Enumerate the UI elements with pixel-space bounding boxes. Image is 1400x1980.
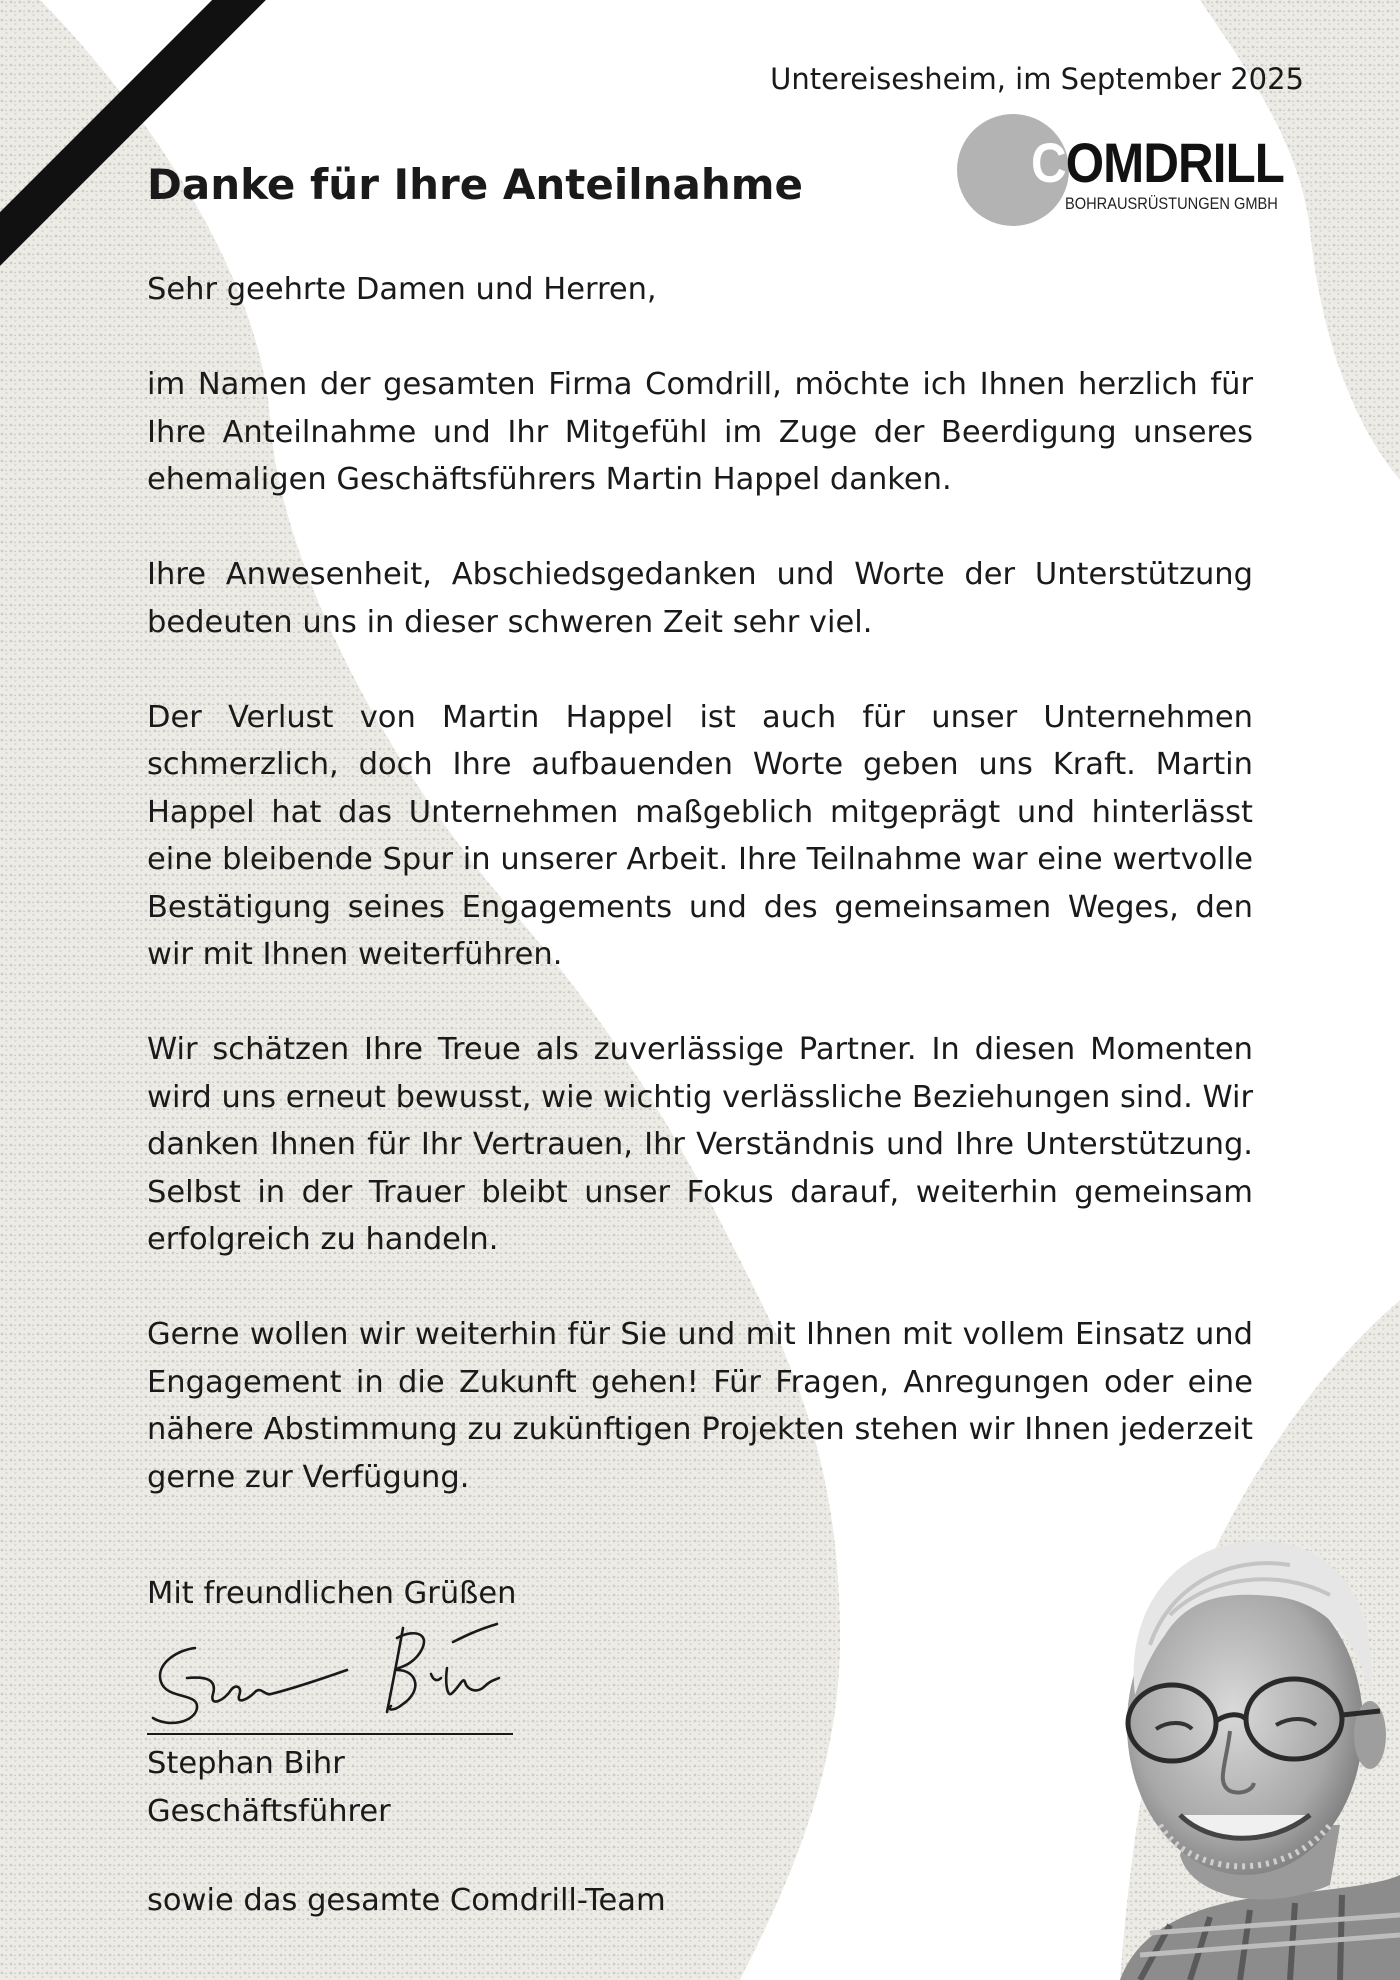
signer-block [147, 1740, 391, 1835]
paragraph-1: im Namen der gesamten Firma Comdrill, möchte ich Ihnen herzlich für Ihre Anteilnahme und Ihr Mitgefühl im Zuge der Beerdigung unseres ehemaligen Geschäftsführers Martin Happel danken. [147, 367, 1253, 497]
signer-role: Geschäftsführer [147, 1793, 391, 1829]
paragraph-3: Der Verlust von Martin Happel ist auch für unser Unternehmen schmerzlich, doch Ihre aufbauenden Worte geben uns Kraft. Martin Happel hat das Unternehmen maßgeblich mitgeprägt und hinterlässt eine bleibende Spur in unserer Arbeit. Ihre Teilnahme war eine wertvolle Bestätigung seines Engagements und des gemeinsamen Weges, den wir mit Ihnen weiterführen. [147, 699, 1253, 972]
paragraph-5: Gerne wollen wir weiterhin für Sie und mit Ihnen mit vollem Einsatz und Engagement in die Zukunft gehen! Für Fragen, Anregungen oder eine nähere Abstimmung zu zukünftigen Projekten stehen wir Ihnen jederzeit gerne zur Verfügung. [147, 1317, 1253, 1495]
paragraph-4: Wir schätzen Ihre Treue als zuverlässige Partner. In diesen Momenten wird uns erneut bewusst, wie wichtig verlässliche Beziehungen sind. Wir danken Ihnen für Ihr Vertrauen, Ihr Verständnis und Ihre Unterstützung. Selbst in der Trauer bleibt unser Fokus darauf, weiterhin gemeinsam erfolgreich zu handeln. [147, 1032, 1253, 1257]
paragraph-2: Ihre Anwesenheit, Abschiedsgedanken und Worte der Unterstützung bedeuten uns in dieser schweren Zeit sehr viel. [147, 557, 1253, 640]
signature-icon [147, 1620, 517, 1735]
logo-wordmark: COMDRILL [1031, 131, 1285, 194]
page-title: Danke für Ihre Anteilnahme [147, 160, 804, 209]
signature-line [147, 1733, 513, 1735]
portrait-photo-icon [1080, 1525, 1400, 1980]
signer-name: Stephan Bihr [147, 1746, 345, 1781]
letter-body [147, 266, 1253, 1549]
closing: Mit freundlichen Grüßen [147, 1576, 517, 1611]
team-line: sowie das gesamte Comdrill-Team [147, 1883, 666, 1918]
date-line: Untereisesheim, im September 2025 [770, 62, 1304, 96]
salutation: Sehr geehrte Damen und Herren, [147, 272, 657, 307]
company-logo [955, 112, 1315, 232]
logo-subline: BOHRAUSRÜSTUNGEN GMBH [1065, 194, 1278, 213]
